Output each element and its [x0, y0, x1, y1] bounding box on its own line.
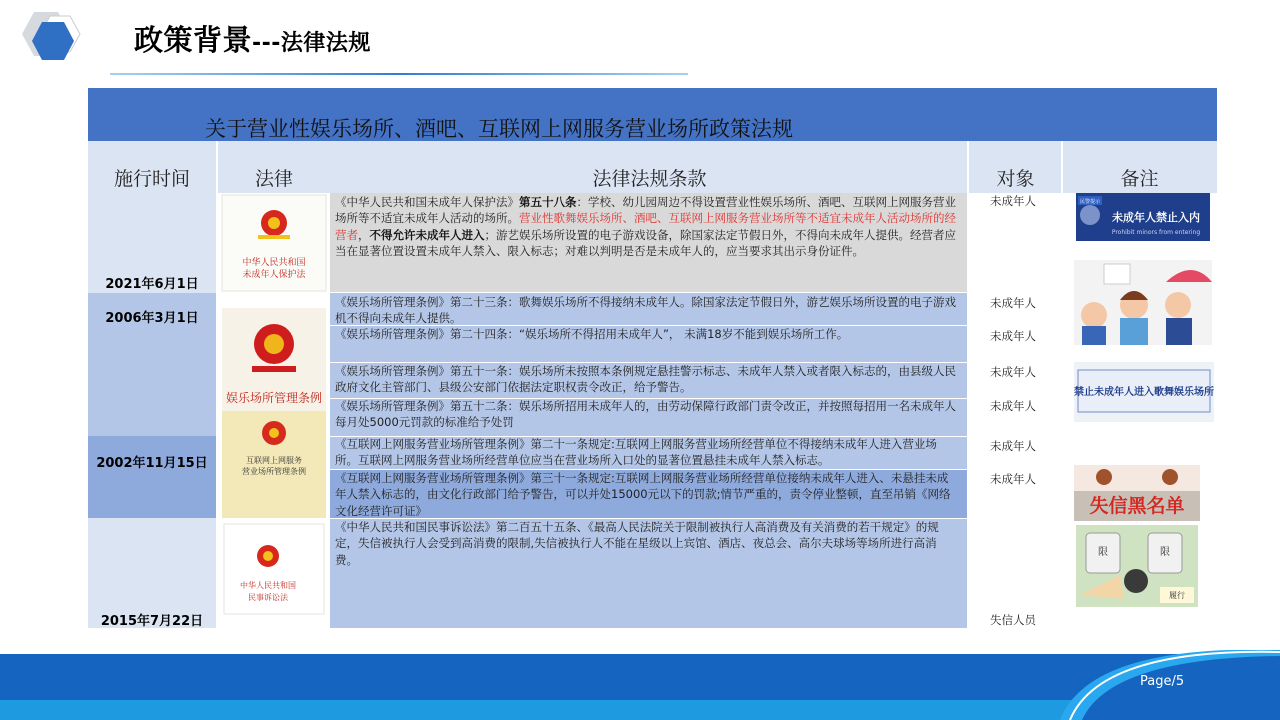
- svg-text:未成年人保护法: 未成年人保护法: [242, 270, 306, 280]
- row-separator: [330, 518, 969, 519]
- date-label: 2002年11月15日: [96, 456, 208, 471]
- header-law: 法律: [218, 141, 330, 193]
- svg-text:未成年人禁止入内: 未成年人禁止入内: [1112, 211, 1200, 224]
- law-clause: 《互联网上网服务营业场所管理条例》第二十一条规定:互联网上网服务营业场所经营单位不得接纳未成年人进入营业场所。互联网上网服务营业场所经营单位应当在营业场所入口处的显著位置悬挂未成年人禁入标志。: [330, 436, 969, 469]
- target-label: 未成年人: [990, 365, 1036, 379]
- row-separator: [330, 292, 969, 293]
- no-minors-sign-icon: [1076, 193, 1210, 241]
- page-number: Page/5: [1140, 674, 1185, 689]
- svg-text:履行: 履行: [1169, 591, 1185, 600]
- svg-text:禁止未成年人进入歌舞娱乐场所: 禁止未成年人进入歌舞娱乐场所: [1074, 387, 1214, 398]
- svg-text:限: 限: [1098, 547, 1108, 558]
- svg-text:Prohibit minors from entering: Prohibit minors from entering: [1111, 229, 1201, 236]
- row-separator: [330, 325, 969, 326]
- target-label: 未成年人: [990, 296, 1036, 310]
- consumption-limit-icon: [1076, 525, 1198, 607]
- row-separator: [330, 436, 969, 437]
- header-clause: 法律法规条款: [330, 141, 969, 193]
- target-label: 未成年人: [990, 399, 1036, 413]
- row-separator: [330, 469, 969, 470]
- svg-text:营业场所管理条例: 营业场所管理条例: [242, 467, 306, 476]
- hexagon-logo-icon: [8, 8, 88, 72]
- no-minors-dance-sign-icon: [1074, 362, 1214, 422]
- date-label: 2021年6月1日: [105, 277, 199, 292]
- law-clause: 《中华人民共和国民事诉讼法》第二百五十五条、《最高人民法院关于限制被执行人高消费及有关消费的若干规定》的规定，失信被执行人会受到高消费的限制,失信被执行人不能在星级以上宾馆、酒店、夜总会、高尔夫球场等场所进行高消费。: [330, 518, 969, 628]
- date-cell: [88, 436, 216, 518]
- target-label: 未成年人: [990, 329, 1036, 343]
- law-book-cover: [218, 308, 330, 411]
- svg-text:中华人民共和国: 中华人民共和国: [240, 581, 296, 590]
- table-banner-title: 关于营业性娱乐场所、酒吧、互联网上网服务营业场所政策法规: [205, 117, 793, 141]
- column-separator: [967, 193, 969, 628]
- header-separator: [216, 141, 218, 193]
- law-clause: 《娱乐场所管理条例》第五十二条：娱乐场所招用未成年人的，由劳动保障行政部门责令改正，并按照每招用一名未成年人每月处5000元罚款的标准给予处罚: [330, 398, 969, 436]
- page-title: 政策背景---法律法规: [134, 23, 371, 57]
- footer-wave: [0, 650, 1280, 720]
- title-divider: [110, 73, 688, 75]
- law-book-cover: [218, 518, 330, 628]
- target-label: 未成年人: [990, 439, 1036, 453]
- column-separator: [1061, 193, 1063, 628]
- date-label: 2015年7月22日: [100, 614, 204, 629]
- svg-text:娱乐场所管理条例: 娱乐场所管理条例: [225, 391, 323, 405]
- law-book-cover: [218, 193, 330, 293]
- svg-text:限: 限: [1160, 547, 1170, 558]
- header-separator: [967, 141, 969, 193]
- target-label: 未成年人: [990, 472, 1036, 486]
- svg-text:失信黑名单: 失信黑名单: [1089, 495, 1185, 517]
- svg-text:中华人民共和国: 中华人民共和国: [242, 258, 306, 268]
- row-separator: [330, 362, 969, 363]
- header-target: 对象: [969, 141, 1062, 193]
- law-clause: 《互联网上网服务营业场所管理条例》第三十一条规定:互联网上网服务营业场所经营单位接纳未成年人进入、未悬挂未成年人禁入标志的，由文化行政部门给予警告，可以并处15000元以下的罚款;情节严重的，责令停业整顿，直至吊销《网络文化经营许可证》: [330, 469, 969, 518]
- svg-text:互联网上网服务: 互联网上网服务: [246, 456, 302, 465]
- cartoon-illustration-icon: [1074, 260, 1212, 345]
- header-separator: [1061, 141, 1063, 193]
- svg-text:民警提示: 民警提示: [1079, 199, 1101, 205]
- svg-text:民事诉讼法: 民事诉讼法: [248, 593, 288, 602]
- row-separator: [330, 398, 969, 399]
- law-clause: 《中华人民共和国未成年人保护法》第五十八条：学校、幼儿园周边不得设置营业性娱乐场所、酒吧、互联网上网服务营业场所等不适宜未成年人活动的场所。营业性歌舞娱乐场所、酒吧、互联网上网服务营业场所等不适宜未成年人活动场所的经营者，不得允许未成年人进入；游艺娱乐场所设置的电子游戏设备，除国家法定节假日外，不得向未成年人提供。经营者应当在显著位置设置未成年人禁入、限入标志；对难以判明是否是未成年人的，应当要求其出示身份证件。: [330, 193, 969, 293]
- law-clause: 《娱乐场所管理条例》第二十三条：歌舞娱乐场所不得接纳未成年人。除国家法定节假日外，游艺娱乐场所设置的电子游戏机不得向未成年人提供。: [330, 293, 969, 325]
- header-note: 备注: [1062, 141, 1217, 193]
- target-label: 未成年人: [990, 194, 1036, 208]
- law-clause: 《娱乐场所管理条例》第五十一条：娱乐场所未按照本条例规定悬挂警示标志、未成年人禁入或者限入标志的，由县级人民政府文化主管部门、县级公安部门依据法定职权责令改正，给予警告。: [330, 362, 969, 398]
- header-date: 施行时间: [88, 141, 216, 193]
- credit-blacklist-icon: [1074, 465, 1200, 521]
- date-label: 2006年3月1日: [105, 311, 199, 326]
- target-label: 失信人员: [990, 613, 1036, 627]
- law-book-cover: [218, 411, 330, 518]
- column-separator: [216, 193, 218, 628]
- law-clause: 《娱乐场所管理条例》第二十四条：“娱乐场所不得招用未成年人”， 未满18岁不能到娱乐场所工作。: [330, 325, 969, 362]
